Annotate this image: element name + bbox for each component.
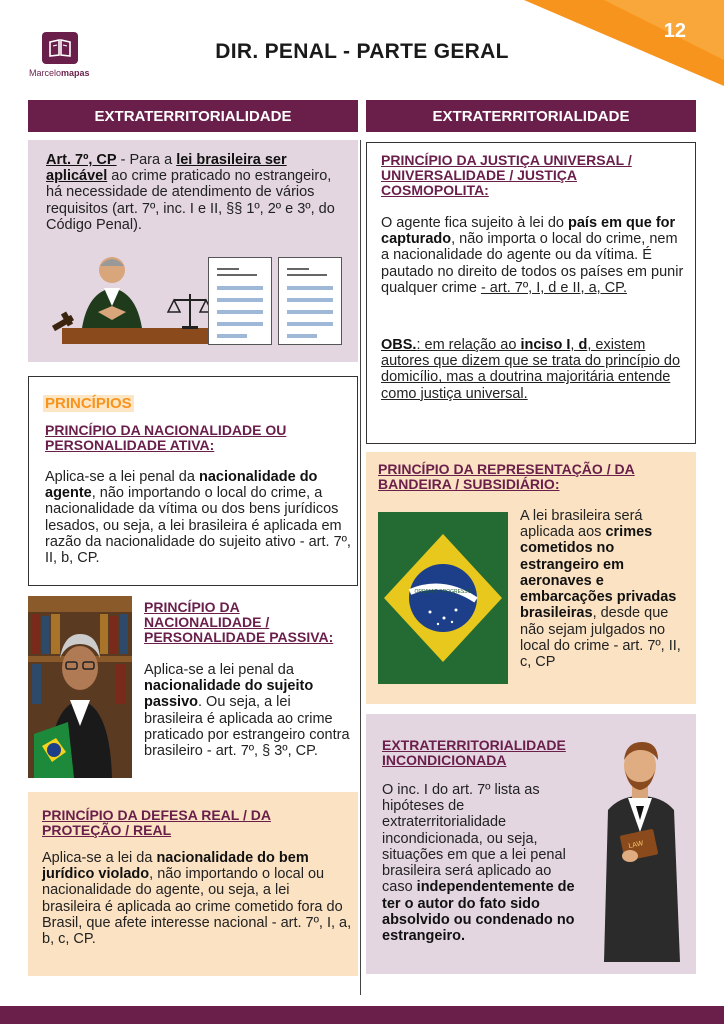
judge-woman-photo [28, 596, 132, 778]
incondicionada-title: EXTRATERRITORIALIDADE INCONDICIONADA [382, 737, 566, 769]
judge-illustration [50, 248, 220, 348]
principio-defesa-title: PRINCÍPIO DA DEFESA REAL / DA PROTEÇÃO / REAL [42, 807, 271, 839]
principio-representacao-text: A lei brasileira será aplicada aos crimes cometidos no estrangeiro em aeronaves e embarcações privadas brasileiras, desde que não sejam julgados no local do crime - art. 7º, II, c, CP [520, 508, 681, 671]
column-divider [360, 140, 361, 995]
principio-ativa-text: Aplica-se a lei penal da nacionalidade do agente, não importando o local do crime, a nacionalidade da vítima ou dos bens jurídicos lesados, ou seja, a lei brasileira é aplicada em razão da nacionalidade do sujeito ativo - art. 7º, II, b, CP. [45, 469, 351, 567]
principio-justica-text: O agente fica sujeito à lei do país em que for capturado, não importa o local do crime, nem a nacionalidade do agente ou da vítima. É pautado no direito de todos os países em punir qualquer crime - art. 7º, I, d e II, a, CP. [381, 215, 684, 296]
right-section-bar: EXTRATERRITORIALIDADE [366, 100, 696, 132]
logo-text: Marcelomapas [29, 68, 90, 78]
principio-defesa-box [28, 792, 358, 976]
brazil-flag-image [378, 512, 508, 684]
svg-text:LAW: LAW [627, 840, 644, 851]
document-icon [278, 257, 342, 345]
principio-representacao-title: PRINCÍPIO DA REPRESENTAÇÃO / DA BANDEIRA / SUBSIDIÁRIO: [378, 461, 635, 493]
page-number: 12 [663, 20, 686, 42]
footer-bar [0, 1006, 724, 1024]
intro-box: Art. 7º, CP - Para a lei brasileira ser aplicável ao crime praticado no estrangeiro, há necessidade de atendimento de vários requisitos (art. 7º, inc. I e II, §§ 1º, 2º e 3º, do Código Penal). [28, 140, 358, 362]
principio-representacao-box [366, 452, 696, 704]
principio-ativa-title: PRINCÍPIO DA NACIONALIDADE OU PERSONALIDADE ATIVA: [45, 422, 287, 454]
principios-label: PRINCÍPIOS [45, 395, 132, 412]
principio-justica-box [366, 142, 696, 444]
document-icon [208, 257, 272, 345]
incondicionada-text: O inc. I do art. 7º lista as hipóteses de extraterritorialidade incondicionada, ou seja, situações em que a lei penal brasileira será aplicado ao caso independentemente de ter o autor do fato sido absolvido ou condenado no estrangeiro. [382, 782, 575, 945]
principio-justica-title: PRINCÍPIO DA JUSTIÇA UNIVERSAL / UNIVERSALIDADE / JUSTIÇA COSMOPOLITA: [381, 152, 632, 199]
page-title: DIR. PENAL - PARTE GERAL [215, 40, 509, 63]
lawyer-illustration [592, 736, 692, 962]
principio-defesa-text: Aplica-se a lei da nacionalidade do bem jurídico violado, não importando o local ou nacionalidade do agente, ou seja, a lei brasileira é aplicada ao crime cometido fora do Brasil, que afete interesse nacional - art. 7º, I, a, b, c, CP. [42, 850, 352, 948]
principio-passiva-text: Aplica-se a lei penal da nacionalidade do sujeito passivo. Ou seja, a lei brasileira é aplicada ao crime praticado por estrangeiro contra brasileiro - art. 7º, § 3º, CP. [144, 662, 350, 760]
principio-justica-obs: OBS.: em relação ao inciso I, d, existem autores que dizem que se trata do princípio do domicílio, mas a doutrina majoritária entende como justiça universal. [381, 337, 681, 402]
incondicionada-box [366, 714, 696, 974]
svg-text:ORDEM E PROGRESSO: ORDEM E PROGRESSO [414, 589, 472, 595]
principio-ativa-box [28, 376, 358, 586]
left-section-bar: EXTRATERRITORIALIDADE [28, 100, 358, 132]
principio-passiva-title: PRINCÍPIO DA NACIONALIDADE / PERSONALIDADE PASSIVA: [144, 599, 334, 646]
principio-passiva-box [28, 596, 358, 778]
